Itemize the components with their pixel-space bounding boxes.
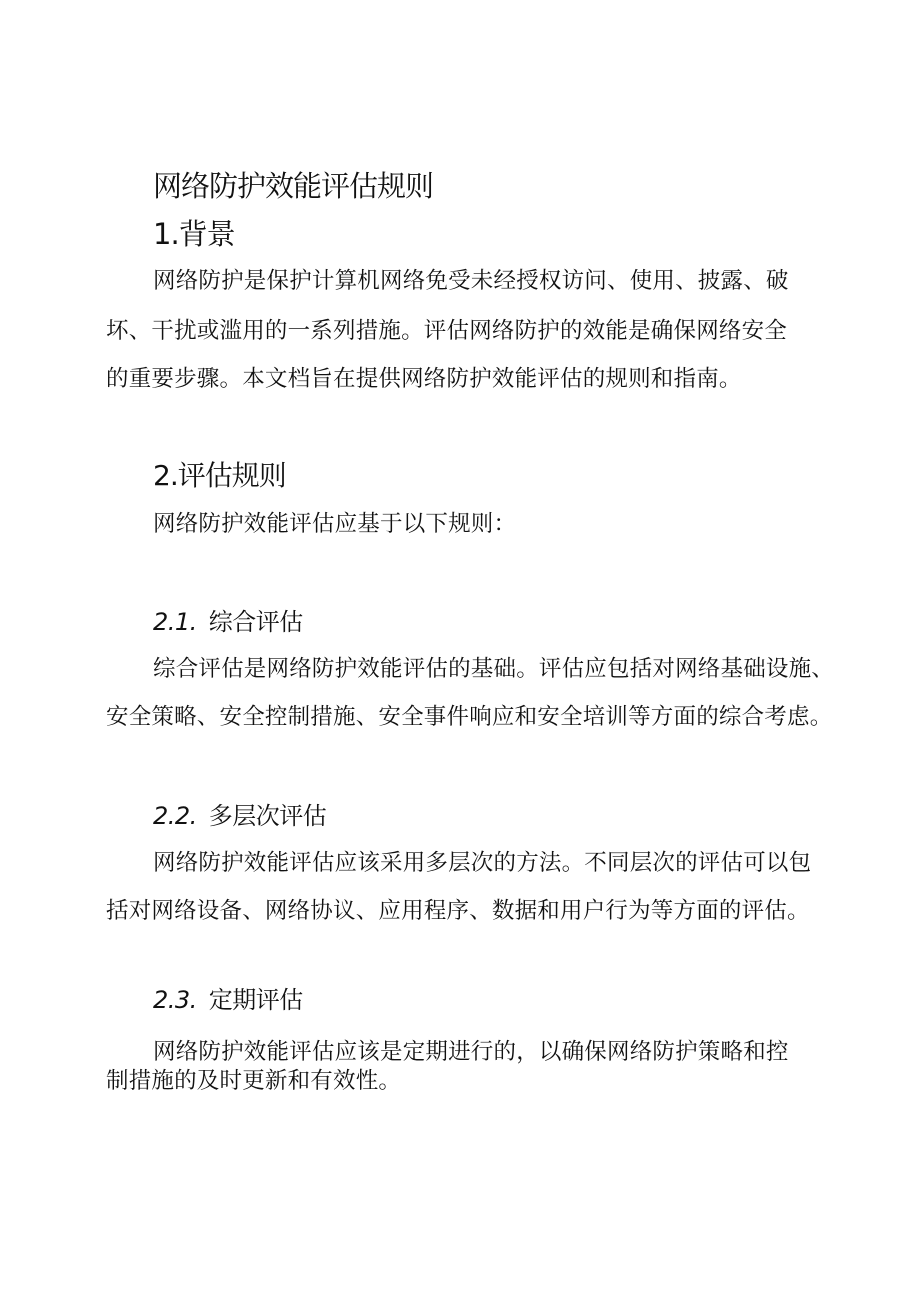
paragraph-line: 的重要步骤。本文档旨在提供网络防护效能评估的规则和指南。 (106, 366, 742, 392)
subsection-title: 多层次评估 (208, 802, 327, 830)
document-title: 网络防护效能评估规则 (153, 169, 434, 203)
paragraph-line: 网络防护是保护计算机网络免受未经授权访问、使用、披露、破 (153, 268, 789, 294)
paragraph-line: 网络防护效能评估应该采用多层次的方法。不同层次的评估可以包 (153, 850, 812, 876)
subsection-number: 2.1. (153, 608, 197, 636)
subsection-heading (153, 610, 303, 634)
subsection-heading (153, 988, 303, 1012)
paragraph-line: 坏、干扰或滥用的一系列措施。评估网络防护的效能是确保网络安全 (106, 318, 788, 344)
paragraph-intro: 网络防护效能评估应基于以下规则： (153, 511, 517, 537)
section-heading-rules: 2.评估规则 (153, 459, 286, 492)
subsection-heading (153, 804, 326, 828)
paragraph-line: 综合评估是网络防护效能评估的基础。评估应包括对网络基础设施、 (153, 656, 835, 682)
subsection-number: 2.2. (153, 802, 197, 830)
subsection-number: 2.3. (153, 986, 197, 1014)
paragraph-line: 括对网络设备、网络协议、应用程序、数据和用户行为等方面的评估。 (106, 898, 810, 924)
paragraph-line: 制措施的及时更新和有效性。 (106, 1068, 402, 1094)
section-heading-background: 1.背景 (153, 217, 235, 251)
subsection-title: 综合评估 (208, 608, 303, 636)
subsection-title: 定期评估 (208, 986, 303, 1014)
paragraph-line: 安全策略、安全控制措施、安全事件响应和安全培训等方面的综合考虑。 (106, 704, 833, 730)
paragraph-line: 网络防护效能评估应该是定期进行的，以确保网络防护策略和控 (153, 1039, 789, 1065)
